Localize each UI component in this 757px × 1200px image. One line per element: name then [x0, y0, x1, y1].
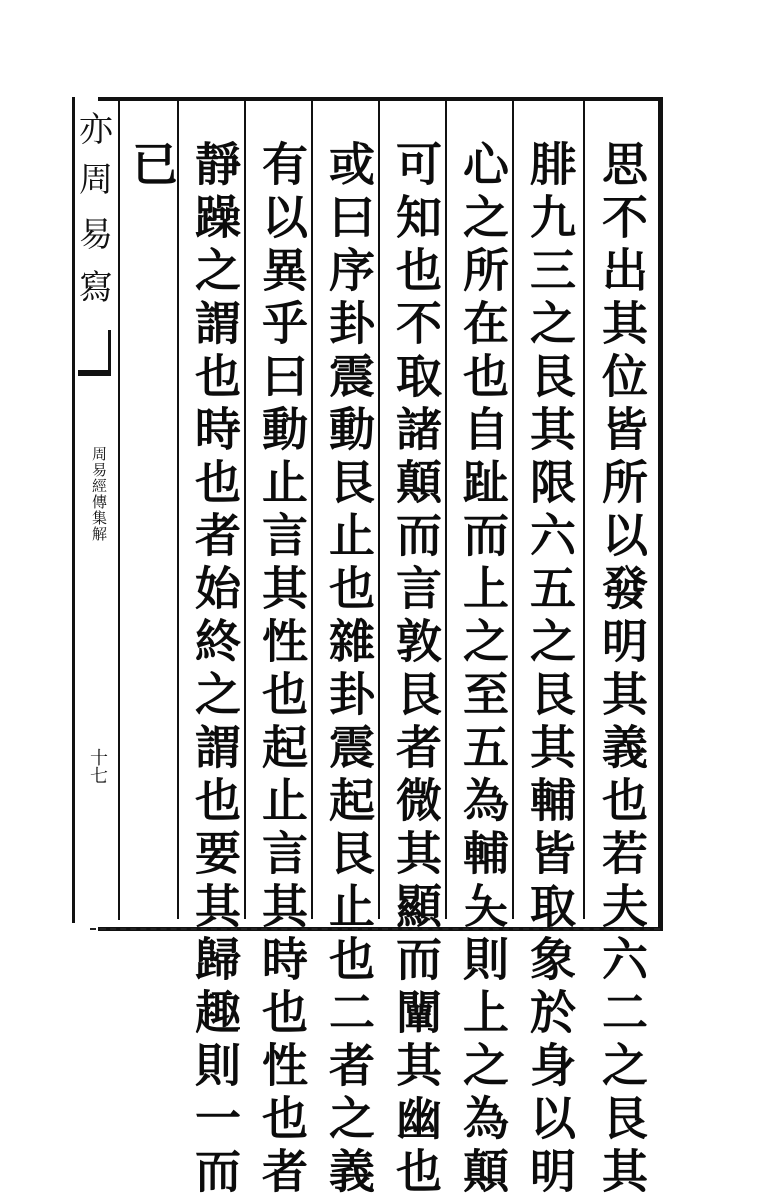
text-column-1: 思不出其位皆所以發明其義也若夫六二之艮其 [595, 140, 649, 1200]
text-column-6: 有以異乎曰動止言其性也起止言其時也性也者 [255, 140, 309, 1200]
column-rule [177, 101, 179, 919]
spine-char-1: 亦 [79, 110, 113, 150]
text-column-4: 可知也不取諸顛而言敦艮者微其顯而闡其幽也 [389, 140, 443, 1200]
spine-char-3: 易 [79, 215, 113, 255]
spine-char-4: 寫 [79, 268, 113, 308]
column-rule [583, 101, 585, 919]
fold-title: 周易經傳集解 [90, 446, 108, 542]
bottom-print-edge [90, 928, 660, 934]
text-column-7: 靜躁之謂也時也者始終之謂也要其歸趣則一而 [188, 140, 242, 1200]
text-column-5: 或曰序卦震動艮止也雜卦震起艮止也二者之義 [322, 140, 376, 1200]
fish-tail-mark [78, 330, 111, 376]
text-column-8: 已 [125, 140, 179, 193]
text-column-2: 腓九三之艮其限六五之艮其輔皆取象於身以明 [523, 140, 577, 1200]
text-column-3: 心之所在也自趾而上之至五為輔夨則上之為顛 [456, 140, 510, 1200]
spine-char-2: 周 [79, 160, 113, 200]
fold-page-number: 十七 [87, 748, 108, 784]
